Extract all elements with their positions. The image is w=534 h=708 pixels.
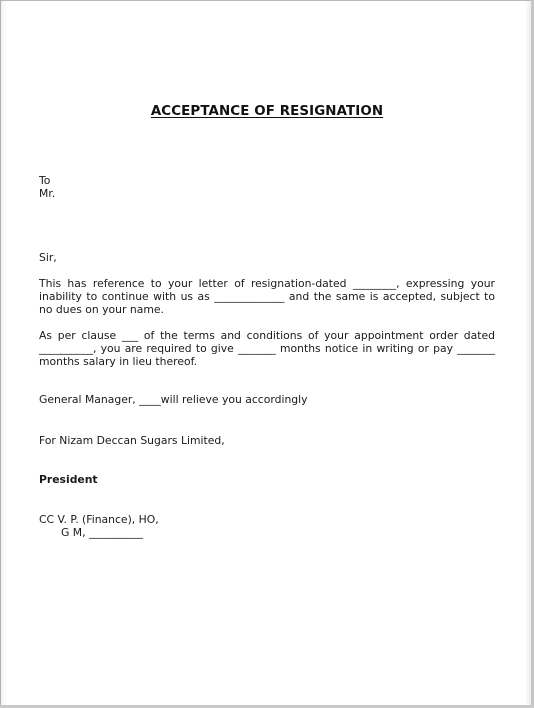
paragraph-reference: This has reference to your letter of resignation-dated ________, expressing your inability to continue with us as _____________ and the same is accepted, subject to no dues on your name. (39, 277, 495, 316)
paragraph-notice: As per clause ___ of the terms and conditions of your appointment order dated __________, you are required to give _______ months notice in writing or pay _______ months salary in lieu thereof. (39, 329, 495, 368)
cc-line-2: G M, __________ (61, 526, 143, 539)
relieve-line: General Manager, ____will relieve you accordingly (39, 393, 308, 406)
addressee: Mr. (39, 187, 56, 200)
cc-line-1: CC V. P. (Finance), HO, (39, 513, 159, 526)
signatory: President (39, 473, 98, 486)
salutation: Sir, (39, 251, 57, 264)
letter-title: ACCEPTANCE OF RESIGNATION (150, 104, 384, 119)
to-label: To (39, 174, 51, 187)
company-line: For Nizam Deccan Sugars Limited, (39, 434, 225, 447)
